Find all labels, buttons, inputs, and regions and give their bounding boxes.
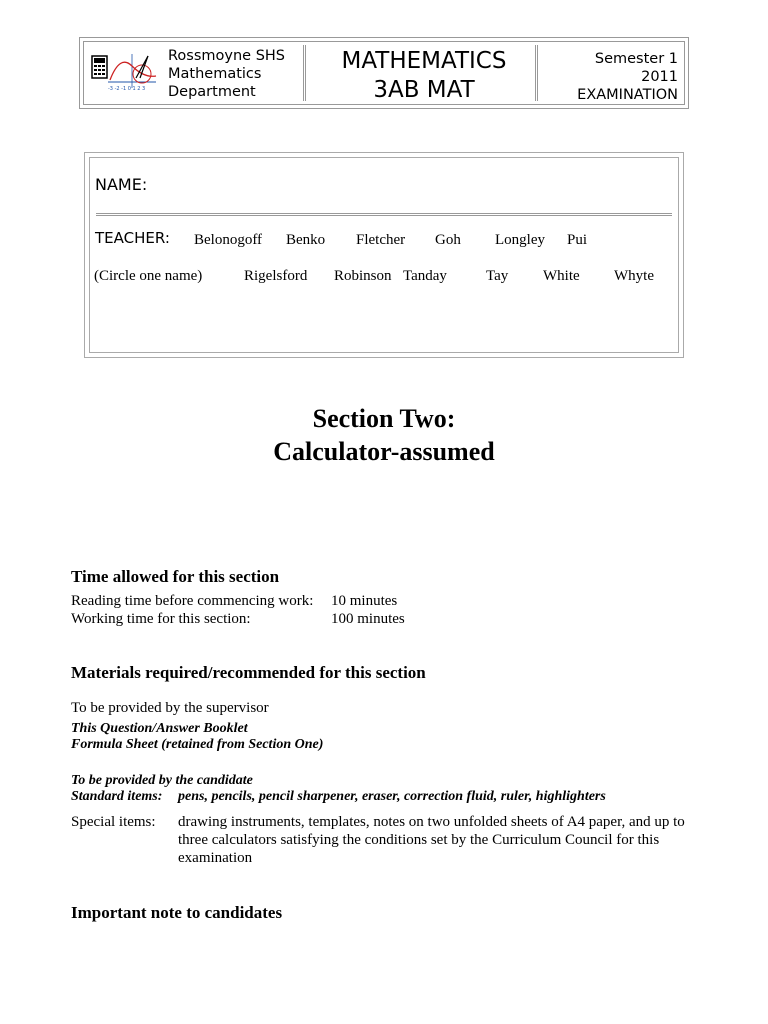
teacher-name[interactable]: Robinson [334, 268, 392, 284]
semester-line: Semester 1 [594, 51, 678, 67]
special-items-label: Special items: [71, 814, 156, 830]
teacher-name[interactable]: Longley [495, 232, 545, 248]
title-line: MATHEMATICS [341, 48, 507, 74]
teacher-name[interactable]: Belonogoff [194, 232, 263, 248]
standard-items-value: pens, pencils, pencil sharpener, eraser, correction fluid, ruler, highlighters [178, 789, 606, 804]
school-line: Department [168, 84, 256, 100]
special-items-value: drawing instruments, templates, notes on two unfolded sheets of A4 paper, and up to three calculators satisfying the conditions set by the Curriculum Council for this examination [178, 814, 685, 866]
school-line: Mathematics [168, 66, 262, 82]
school-logo [90, 52, 160, 92]
reading-time-value: 10 minutes [331, 593, 398, 609]
reading-time-label: Reading time before commencing work: [71, 593, 314, 609]
semester-line: 2011 [641, 69, 678, 85]
title-line: 3AB MAT [373, 77, 475, 103]
section-title-line: Calculator-assumed [273, 437, 495, 466]
exam-header [79, 37, 689, 109]
teacher-name[interactable]: Whyte [614, 268, 654, 284]
materials-heading: Materials required/recommended for this section [71, 663, 426, 682]
school-name [168, 47, 285, 101]
teacher-name[interactable]: Fletcher [356, 232, 406, 248]
header-divider [535, 45, 538, 101]
teacher-label: TEACHER: [95, 229, 170, 247]
teacher-name[interactable]: Tay [486, 268, 509, 284]
name-divider [96, 213, 672, 216]
header-divider [303, 45, 306, 101]
teacher-name[interactable]: Benko [286, 232, 326, 248]
supervisor-item: Formula Sheet (retained from Section One) [71, 737, 324, 752]
circle-note: (Circle one name) [94, 268, 203, 284]
teacher-name[interactable]: Rigelsford [244, 268, 308, 284]
exam-semester [577, 50, 678, 104]
exam-header-inner [83, 41, 685, 105]
exam-title [309, 47, 539, 105]
teacher-name[interactable]: White [543, 268, 580, 284]
semester-line: EXAMINATION [577, 87, 678, 103]
school-line: Rossmoyne SHS [168, 48, 286, 64]
supervisor-intro: To be provided by the supervisor [71, 700, 269, 716]
important-heading: Important note to candidates [71, 903, 283, 922]
working-time-label: Working time for this section: [71, 611, 251, 627]
standard-items-label: Standard items: [71, 789, 163, 804]
supervisor-item: This Question/Answer Booklet [71, 721, 248, 736]
student-details-inner [89, 157, 679, 353]
teacher-name[interactable]: Goh [435, 232, 461, 248]
section-title [0, 402, 768, 468]
name-label: NAME: [95, 175, 148, 194]
student-details-box [84, 152, 684, 358]
working-time-value: 100 minutes [331, 611, 405, 627]
candidate-intro: To be provided by the candidate [71, 773, 253, 788]
time-heading: Time allowed for this section [71, 567, 280, 586]
teacher-name[interactable]: Tanday [403, 268, 447, 284]
teacher-name[interactable]: Pui [567, 232, 588, 248]
section-title-line: Section Two: [312, 404, 456, 433]
svg-text:-3 -2 -1 0 1 2 3: -3 -2 -1 0 1 2 3 [108, 86, 146, 92]
